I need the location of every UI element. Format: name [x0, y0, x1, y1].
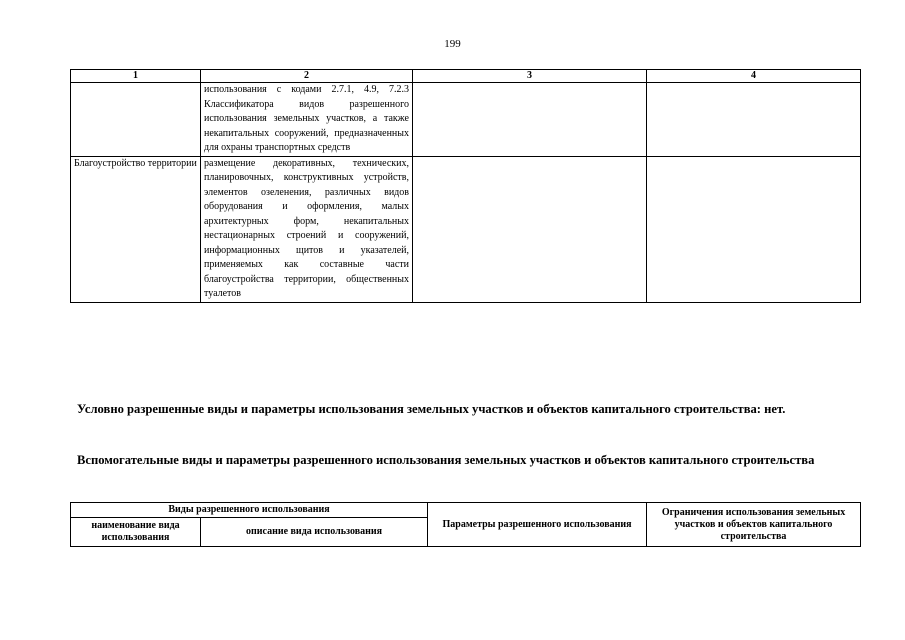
use-params-cell: [413, 83, 647, 157]
column-header-2: 2: [201, 70, 413, 83]
column-header-3: 3: [413, 70, 647, 83]
use-name-header: наименование вида использования: [71, 518, 201, 547]
use-description: размещение декоративных, технических, планировочных, конструктивных устройств, элементов озеленения, различных видов оборудования и оформления, малых архитектурных форм, некапитальных нестационарных строений и сооружений, информационных щитов и указателей, применяемых как составные части благоустройства территории, общественных туалетов: [204, 157, 409, 299]
conditional-uses-heading: Условно разрешенные виды и параметры использования земельных участков и объектов капитального строительства: нет.: [77, 402, 786, 416]
use-description-cell: [201, 83, 413, 157]
use-name: Благоустройство территории: [74, 157, 197, 169]
limits-header: Ограничения использования земельных участков и объектов капитального строительства: [647, 503, 861, 547]
table-row: [71, 83, 861, 157]
table-row: [71, 156, 861, 302]
use-description: использования с кодами 2.7.1, 4.9, 7.2.3 Классификатора видов разрешенного использования земельных участков, а также некапитальных сооружений, предназначенных для охраны транспортных средств: [204, 84, 409, 153]
use-limits-cell: [647, 156, 861, 302]
use-name-cell: [71, 156, 201, 302]
column-header-4: 4: [647, 70, 861, 83]
use-params-cell: [413, 156, 647, 302]
use-name-cell: [71, 83, 201, 157]
table-header-row: [71, 503, 861, 518]
use-kinds-group-header: Виды разрешенного использования: [71, 503, 428, 518]
use-description-cell: [201, 156, 413, 302]
use-description-header: описание вида использования: [201, 518, 428, 547]
permitted-use-table: [70, 69, 861, 303]
page-number: 199: [444, 38, 461, 50]
auxiliary-uses-heading: Вспомогательные виды и параметры разрешенного использования земельных участков и объектов капитального строительства: [77, 453, 815, 467]
use-limits-cell: [647, 83, 861, 157]
column-header-1: 1: [71, 70, 201, 83]
auxiliary-use-table: [70, 502, 861, 547]
params-header: Параметры разрешенного использования: [428, 503, 647, 547]
table-header-row: [71, 70, 861, 83]
